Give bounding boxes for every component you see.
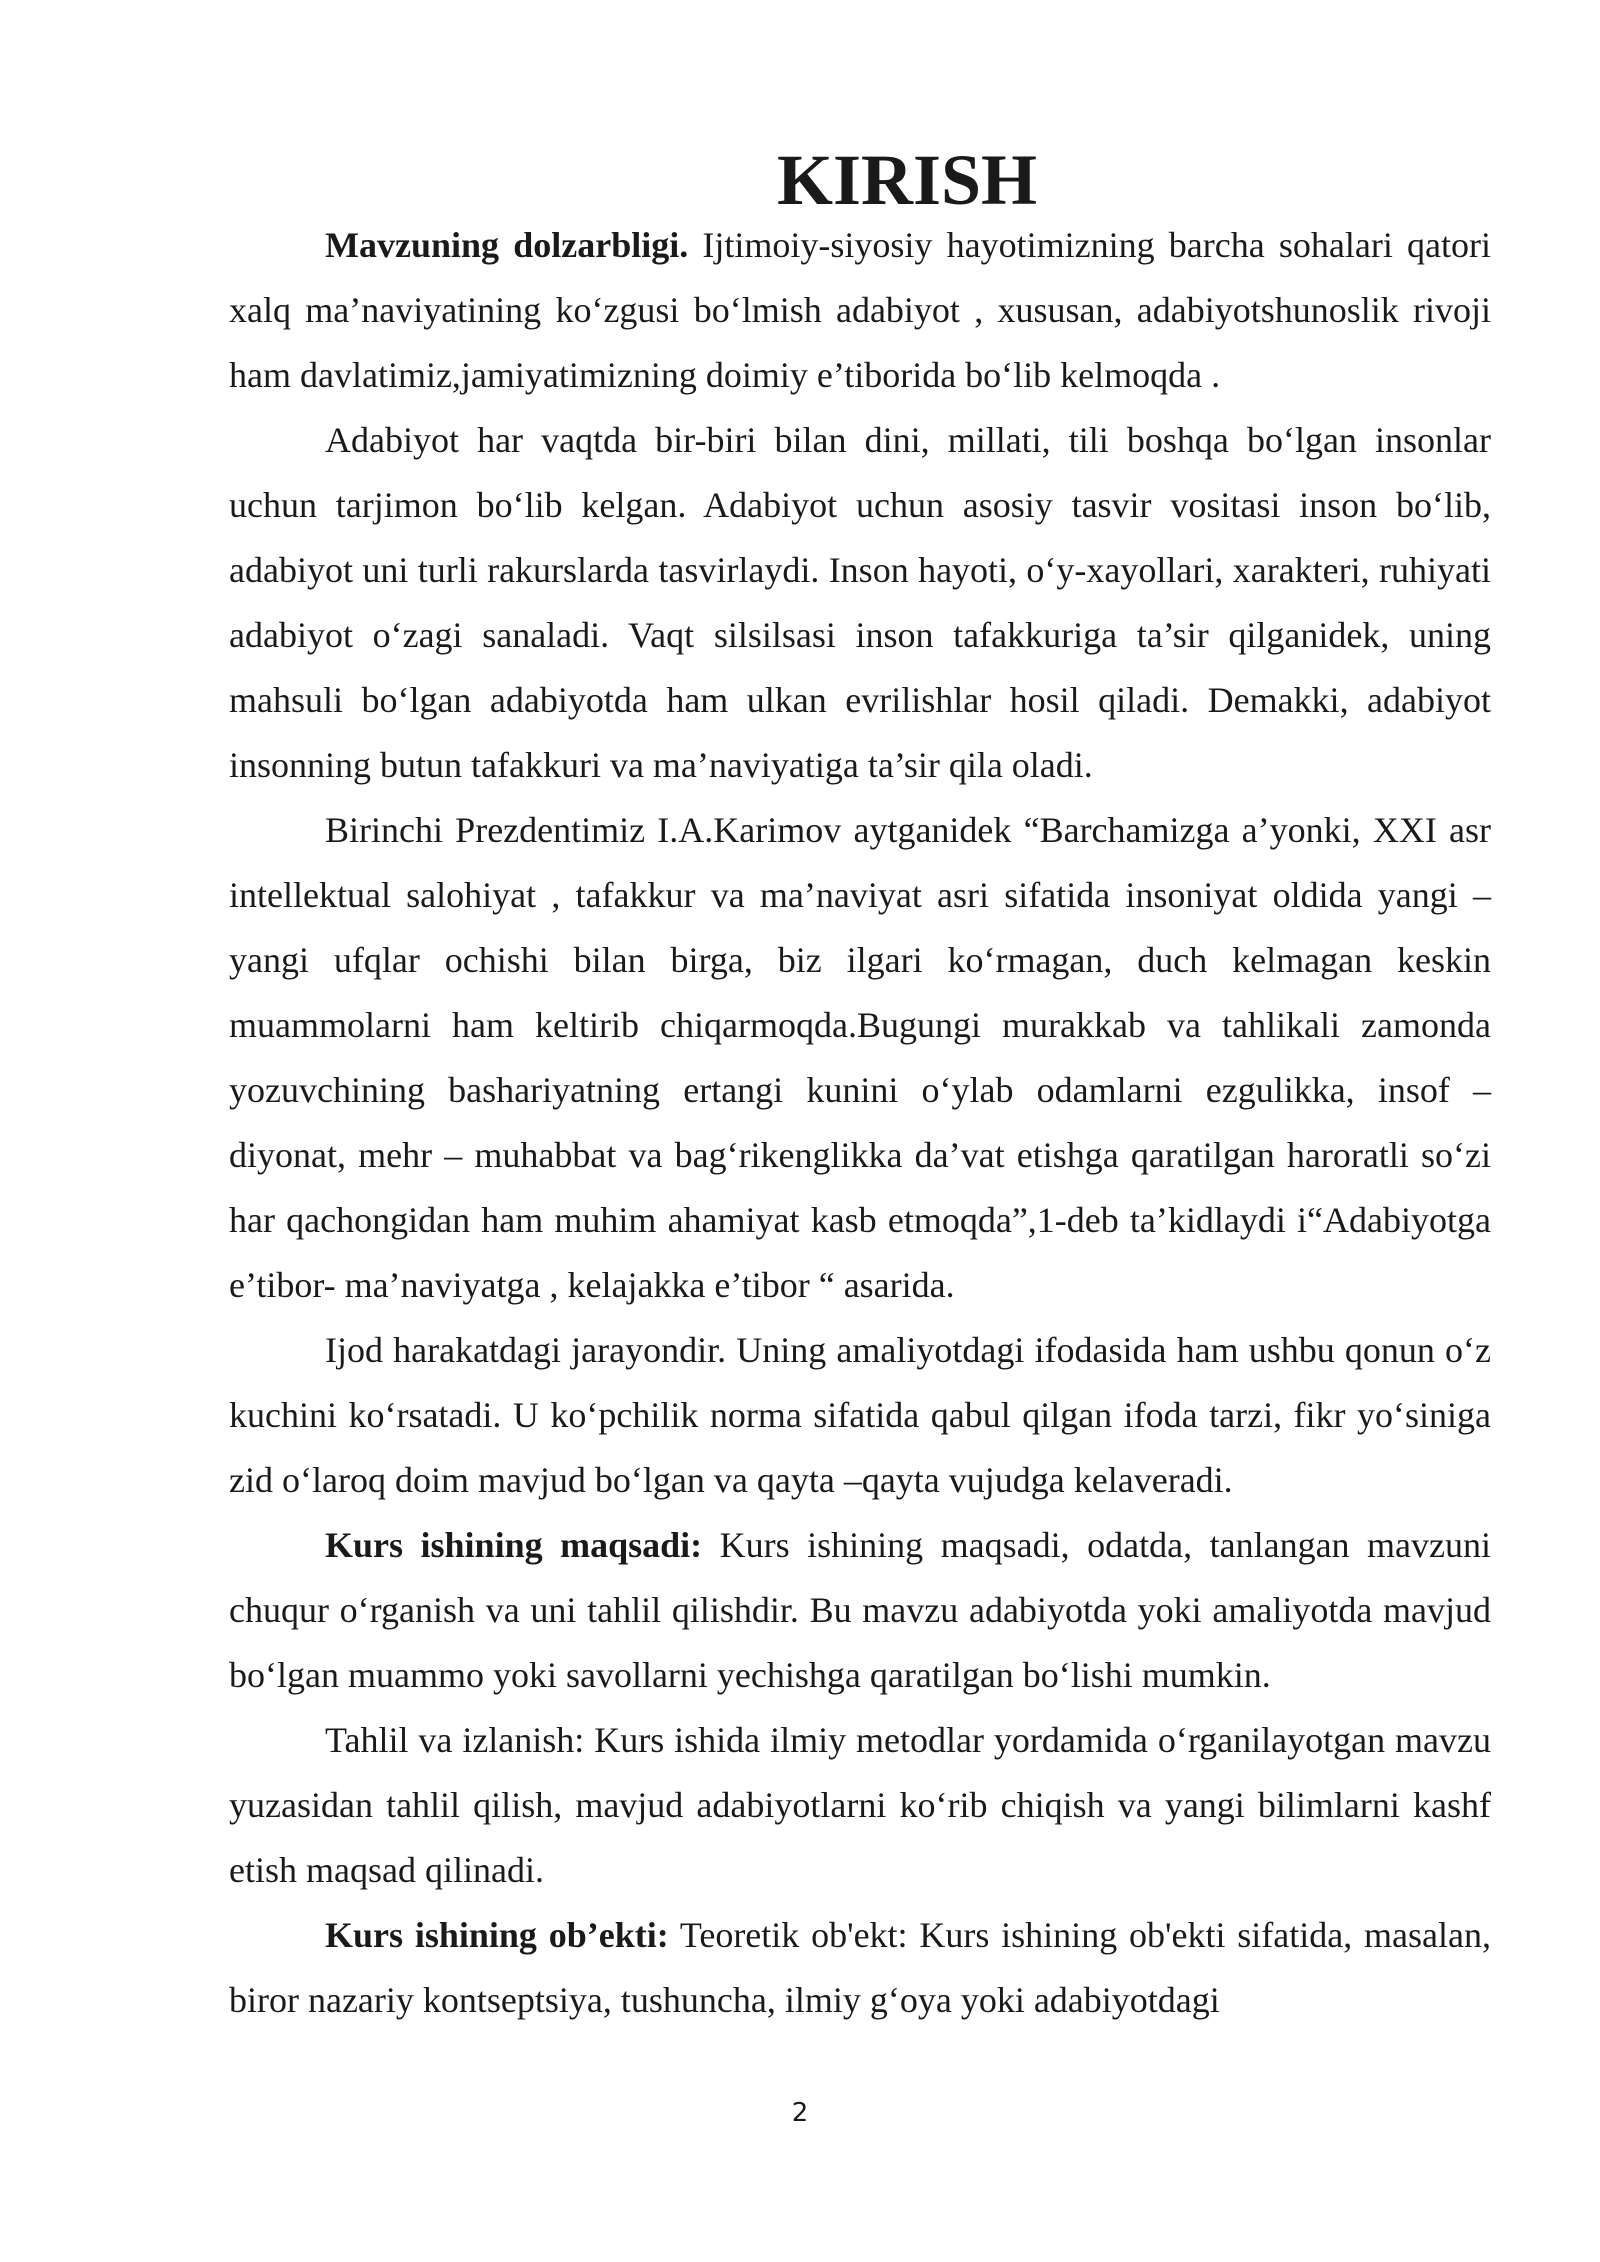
paragraph-goal <box>229 1513 1491 1708</box>
paragraph-text: Kurs ishining maqsadi, odatda, tanlangan mavzuni chuqur o‘rganish va uni tahlil qilishdir. Bu mavzu adabiyotda yoki amaliyotda mavjud bo‘lgan muammo yoki savollarni yechishga qaratilgan bo‘lishi mumkin. <box>229 1525 1492 1695</box>
paragraph-quote <box>229 798 1491 1318</box>
paragraph-text: Birinchi Prezdentimiz I.A.Karimov aytganidek “Barchamizga a’yonki, XXI asr intellektual salohiyat , tafakkur va ma’naviyat asri sifatida insoniyat oldida yangi –yangi ufqlar ochishi bilan birga, biz ilgari ko‘rmagan, duch kelmagan keskin muammolarni ham keltirib chiqarmoqda.Bugungi murakkab va tahlikali zamonda yozuvchining bashariyatning ertangi kunini o‘ylab odamlarni ezgulikka, insof –diyonat, mehr – muhabbat va bag‘rikenglikka da’vat etishga qaratilgan haroratli so‘zi har qachongidan ham muhim ahamiyat kasb etmoqda”,1-deb ta’kidlaydi i“Adabiyotga e’tibor- ma’naviyatga , kelajakka e’tibor “ asarida. <box>229 810 1491 1305</box>
document-page <box>229 140 1492 2033</box>
paragraph-text: Tahlil va izlanish: Kurs ishida ilmiy metodlar yordamida o‘rganilayotgan mavzu yuzasidan tahlil qilish, mavjud adabiyotlarni ko‘rib chiqish va yangi bilimlarni kashf etish maqsad qilinadi. <box>229 1720 1491 1890</box>
page-number: 2 <box>791 2098 809 2128</box>
paragraph-lead: Mavzuning dolzarbligi. <box>325 225 689 265</box>
page-title: KIRISH <box>776 140 1038 220</box>
paragraph-literature <box>229 408 1491 798</box>
paragraph-text: Teoretik ob'ekt: Kurs ishining ob'ekti sifatida, masalan, biror nazariy kontseptsiya, tushuncha, ilmiy g‘oya yoki adabiyotdagi <box>229 1915 1491 2020</box>
paragraph-object <box>229 1903 1491 2033</box>
paragraph-lead: Kurs ishining maqsadi: <box>325 1525 703 1565</box>
paragraph-lead: Kurs ishining ob’ekti: <box>325 1915 669 1955</box>
paragraph-analysis <box>229 1708 1491 1903</box>
paragraph-text: Adabiyot har vaqtda bir-biri bilan dini, millati, tili boshqa bo‘lgan insonlar uchun tarjimon bo‘lib kelgan. Adabiyot uchun asosiy tasvir vositasi inson bo‘lib, adabiyot uni turli rakurslarda tasvirlaydi. Inson hayoti, o‘y-xayollari, xarakteri, ruhiyati adabiyot o‘zagi sanaladi. Vaqt silsilsasi inson tafakkuriga ta’sir qilganidek, uning mahsuli bo‘lgan adabiyotda ham ulkan evrilishlar hosil qiladi. Demakki, adabiyot insonning butun tafakkuri va ma’naviyatiga ta’sir qila oladi. <box>229 420 1491 785</box>
paragraph-text: Ijod harakatdagi jarayondir. Uning amaliyotdagi ifodasida ham ushbu qonun o‘z kuchini ko‘rsatadi. U ko‘pchilik norma sifatida qabul qilgan ifoda tarzi, fikr yo‘siniga zid o‘laroq doim mavjud bo‘lgan va qayta –qayta vujudga kelaveradi. <box>229 1330 1491 1500</box>
paragraph-text: Ijtimoiy-siyosiy hayotimizning barcha sohalari qatori xalq ma’naviyatining ko‘zgusi bo‘lmish adabiyot , xususan, adabiyotshunoslik rivoji ham davlatimiz,jamiyatimizning doimiy e’tiborida bo‘lib kelmoqda . <box>229 225 1491 395</box>
paragraph-relevance <box>229 213 1491 408</box>
paragraph-creation <box>229 1318 1491 1513</box>
